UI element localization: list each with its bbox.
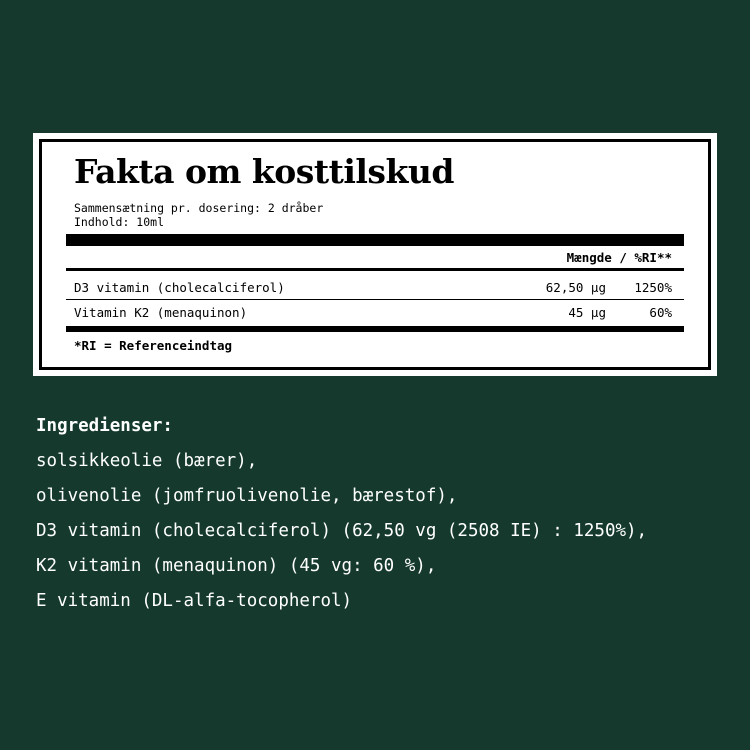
nutrient-name: Vitamin K2 (menaquinon) xyxy=(74,304,248,320)
label-border xyxy=(39,139,711,370)
ingredient-item: K2 vitamin (menaquinon) (45 vg: 60 %), xyxy=(36,556,437,576)
label-content xyxy=(66,142,684,367)
ingredient-item: solsikkeolie (bærer), xyxy=(36,451,258,471)
supplement-facts-label xyxy=(33,133,717,376)
content-info: Indhold: 10ml xyxy=(74,215,165,229)
label-title: Fakta om kosttilskud xyxy=(74,152,454,191)
nutrient-amount: 45 µg xyxy=(568,304,606,320)
ingredients-section xyxy=(36,414,647,624)
nutrient-ri: 60% xyxy=(649,304,672,320)
ingredient-item: D3 vitamin (cholecalciferol) (62,50 vg (2508 IE) : 1250%), xyxy=(36,521,648,541)
ingredients-heading: Ingredienser: xyxy=(36,416,173,436)
ingredient-item: olivenolie (jomfruolivenolie, bærestof), xyxy=(36,486,458,506)
nutrient-amount: 62,50 µg xyxy=(545,279,606,295)
row-divider xyxy=(66,299,684,300)
ingredient-item: E vitamin (DL-alfa-tocopherol) xyxy=(36,591,353,611)
nutrient-name: D3 vitamin (cholecalciferol) xyxy=(74,279,285,295)
footnote: *RI = Referenceindtag xyxy=(74,338,233,353)
column-header: Mængde / %RI** xyxy=(566,250,672,265)
header-divider xyxy=(66,268,684,271)
serving-info: Sammensætning pr. dosering: 2 dråber xyxy=(74,201,324,215)
nutrient-row xyxy=(74,277,672,297)
nutrient-row xyxy=(74,302,672,322)
nutrient-ri: 1250% xyxy=(634,279,672,295)
thick-divider xyxy=(66,234,684,246)
bottom-divider xyxy=(66,326,684,332)
